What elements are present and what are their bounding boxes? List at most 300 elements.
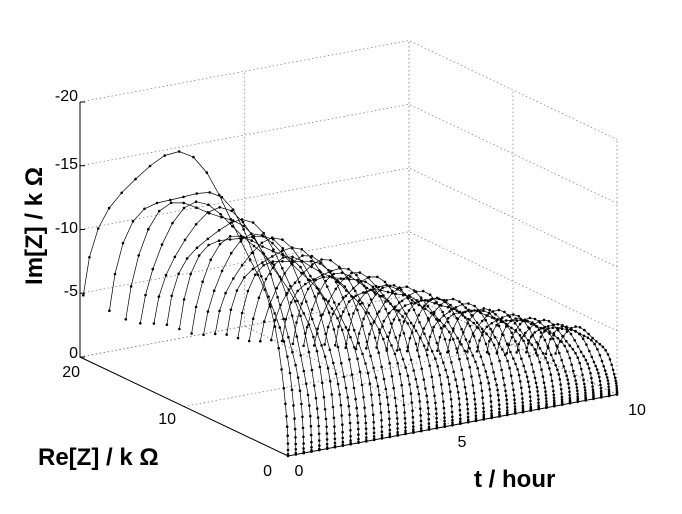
spectrum-point-19-20 — [384, 281, 387, 284]
spectrum-point-34-6 — [553, 394, 556, 397]
spectrum-point-3-20 — [231, 225, 234, 228]
spectrum-point-10-7 — [363, 407, 366, 410]
spectrum-point-29-3 — [514, 408, 517, 411]
spectrum-point-28-16 — [485, 333, 488, 336]
spectrum-point-34-21 — [512, 313, 515, 316]
spectrum-point-13-4 — [388, 424, 391, 427]
spectrum-point-19-22 — [368, 276, 371, 279]
spectrum-point-39-22 — [552, 324, 555, 327]
spectrum-point-42-5 — [616, 387, 619, 390]
spectrum-point-15-3 — [404, 426, 407, 429]
spectrum-point-39-18 — [570, 333, 573, 336]
spectrum-point-31-16 — [510, 332, 513, 335]
spectrum-point-31-4 — [529, 403, 532, 406]
spectrum-point-33-27 — [472, 332, 475, 335]
spectrum-point-27-19 — [462, 314, 465, 317]
spectrum-point-11-2 — [373, 435, 376, 438]
spectrum-point-21-4 — [451, 415, 454, 418]
spectrum-point-21-3 — [451, 419, 454, 422]
spectrum-point-23-19 — [427, 305, 430, 308]
spectrum-point-23-10 — [462, 378, 465, 381]
spectrum-line-9 — [215, 238, 358, 443]
spectrum-point-29-29 — [426, 348, 429, 351]
spectrum-point-9-6 — [356, 414, 359, 417]
spectrum-point-36-25 — [509, 320, 512, 323]
spectrum-point-8-7 — [348, 405, 351, 408]
spectrum-point-19-17 — [404, 312, 407, 315]
spectrum-point-0-23 — [149, 165, 152, 168]
spectrum-point-9-2 — [357, 438, 360, 441]
spectrum-point-20-27 — [342, 310, 345, 313]
spectrum-point-8-24 — [240, 239, 243, 242]
spectrum-point-25-2 — [483, 416, 486, 419]
spectrum-point-6-28 — [183, 298, 186, 301]
spectrum-point-10-27 — [236, 289, 239, 292]
spectrum-point-29-16 — [494, 336, 497, 339]
spectrum-point-15-26 — [296, 290, 299, 293]
spectrum-point-26-22 — [433, 302, 436, 305]
spectrum-point-21-22 — [387, 291, 390, 294]
spectrum-point-5-2 — [326, 443, 329, 446]
spectrum-point-3-23 — [195, 200, 198, 203]
y-tick-labels — [295, 402, 646, 480]
spectrum-point-35-4 — [561, 398, 564, 401]
spectrum-point-34-14 — [542, 352, 545, 355]
spectrum-point-11-10 — [367, 372, 370, 375]
x-tick-10: 10 — [158, 411, 176, 428]
spectrum-point-27-25 — [423, 304, 426, 307]
spectrum-point-6-15 — [305, 300, 308, 303]
spectrum-point-34-15 — [539, 347, 542, 350]
spectrum-point-42-7 — [615, 382, 618, 385]
spectrum-point-36-7 — [568, 387, 571, 390]
spectrum-point-38-29 — [515, 351, 518, 354]
spectrum-point-16-6 — [411, 409, 414, 412]
spectrum-point-22-20 — [411, 299, 414, 302]
spectrum-point-42-28 — [556, 346, 559, 349]
spectrum-point-3-8 — [307, 394, 310, 397]
spectrum-point-28-26 — [427, 319, 430, 322]
spectrum-point-19-5 — [435, 412, 438, 415]
spectrum-point-6-8 — [331, 393, 334, 396]
spectrum-point-6-23 — [229, 238, 232, 241]
spectrum-point-37-25 — [519, 323, 522, 326]
spectrum-point-35-7 — [560, 388, 563, 391]
spectrum-point-12-4 — [381, 426, 384, 429]
spectrum-point-41-24 — [561, 325, 564, 328]
spectrum-point-3-7 — [308, 404, 311, 407]
spectrum-point-3-6 — [309, 415, 312, 418]
spectrum-point-30-28 — [439, 336, 442, 339]
spectrum-point-0-5 — [286, 425, 289, 428]
spectrum-point-33-26 — [476, 326, 479, 329]
spectrum-point-18-2 — [428, 426, 431, 429]
spectrum-point-34-22 — [507, 314, 510, 317]
spectrum-point-41-8 — [607, 379, 610, 382]
spectrum-point-4-26 — [174, 256, 177, 259]
spectrum-point-12-20 — [319, 271, 322, 274]
spectrum-point-41-28 — [547, 345, 550, 348]
spectrum-point-2-15 — [269, 273, 272, 276]
spectrum-point-28-28 — [419, 337, 422, 340]
x-tick-20: 20 — [62, 364, 80, 381]
spectrum-point-37-6 — [576, 389, 579, 392]
spectrum-point-21-27 — [352, 312, 355, 315]
spectrum-point-34-10 — [550, 373, 553, 376]
spectrum-point-25-6 — [482, 402, 485, 405]
spectrum-point-14-16 — [367, 312, 370, 315]
spectrum-point-37-17 — [557, 337, 560, 340]
spectrum-point-13-16 — [359, 303, 362, 306]
spectrum-point-41-10 — [605, 373, 608, 376]
spectrum-point-27-23 — [436, 297, 439, 300]
spectrum-point-34-11 — [548, 367, 551, 370]
spectrum-point-38-11 — [580, 368, 583, 371]
spectrum-point-41-27 — [549, 338, 552, 341]
spectrum-point-20-25 — [355, 295, 358, 298]
spectrum-point-38-8 — [583, 383, 586, 386]
spectrum-point-24-14 — [460, 343, 463, 346]
spectrum-point-25-29 — [386, 347, 389, 350]
spectrum-point-16-29 — [292, 343, 295, 346]
spectrum-point-11-24 — [272, 260, 275, 263]
spectrum-point-31-3 — [530, 406, 533, 409]
spectrum-point-0-15 — [249, 258, 252, 261]
spectrum-point-1-8 — [291, 389, 294, 392]
spectrum-point-29-22 — [461, 303, 464, 306]
spectrum-point-34-24 — [496, 319, 499, 322]
spectrum-point-31-27 — [452, 327, 455, 330]
spectrum-point-3-25 — [171, 222, 174, 225]
spectrum-point-16-7 — [411, 401, 414, 404]
spectrum-point-38-4 — [584, 394, 587, 397]
spectrum-point-31-11 — [524, 371, 527, 374]
spectrum-point-2-25 — [158, 210, 161, 213]
spectrum-point-41-17 — [590, 339, 593, 342]
spectrum-point-20-21 — [385, 284, 388, 287]
spectrum-point-10-14 — [345, 326, 348, 329]
spectrum-point-27-20 — [456, 309, 459, 312]
spectrum-point-29-7 — [513, 394, 516, 397]
spectrum-point-17-27 — [311, 308, 314, 311]
spectrum-point-33-23 — [492, 310, 495, 313]
spectrum-point-24-21 — [422, 290, 425, 293]
spectrum-point-25-10 — [478, 374, 481, 377]
spectrum-point-23-13 — [455, 347, 458, 350]
spectrum-point-19-4 — [435, 417, 438, 420]
spectrum-point-7-15 — [314, 295, 317, 298]
spectrum-point-15-13 — [390, 344, 393, 347]
spectrum-point-20-3 — [443, 420, 446, 423]
spectrum-point-6-2 — [334, 442, 337, 445]
spectrum-point-1-5 — [294, 428, 297, 431]
spectrum-point-27-7 — [497, 394, 500, 397]
spectrum-point-0-10 — [277, 347, 280, 350]
spectrum-point-8-2 — [349, 439, 352, 442]
spectrum-point-7-21 — [261, 245, 264, 248]
spectrum-point-22-24 — [381, 286, 384, 289]
spectrum-point-35-17 — [540, 331, 543, 334]
spectrum-point-8-29 — [202, 334, 205, 337]
spectrum-point-32-22 — [488, 309, 491, 312]
spectrum-point-17-20 — [366, 287, 369, 290]
spectrum-point-9-13 — [341, 329, 344, 332]
spectrum-point-16-21 — [348, 278, 351, 281]
spectrum-point-27-29 — [406, 350, 409, 353]
spectrum-point-5-17 — [281, 267, 284, 270]
spectrum-point-38-22 — [543, 319, 546, 322]
spectrum-point-4-11 — [308, 351, 311, 354]
spectrum-point-19-12 — [426, 354, 429, 357]
spectrum-point-37-15 — [563, 345, 566, 348]
spectrum-point-13-2 — [389, 432, 392, 435]
spectrum-point-3-12 — [296, 335, 299, 338]
spectrum-point-20-24 — [362, 291, 365, 294]
spectrum-point-7-4 — [341, 431, 344, 434]
spectrum-point-3-5 — [310, 425, 313, 428]
spectrum-point-30-17 — [498, 325, 501, 328]
spectrum-point-37-5 — [576, 393, 579, 396]
spectrum-point-11-6 — [372, 413, 375, 416]
spectrum-point-10-23 — [271, 255, 274, 258]
spectrum-point-35-14 — [550, 354, 553, 357]
spectrum-point-18-15 — [406, 322, 409, 325]
spectrum-point-24-18 — [441, 311, 444, 314]
spectrum-point-19-21 — [376, 276, 379, 279]
spectrum-point-8-20 — [281, 253, 284, 256]
spectrum-point-41-20 — [579, 333, 582, 336]
spectrum-point-23-8 — [465, 392, 468, 395]
spectrum-point-14-26 — [286, 292, 289, 295]
spectrum-point-20-6 — [443, 407, 446, 410]
spectrum-point-31-22 — [479, 312, 482, 315]
spectrum-point-39-13 — [585, 359, 588, 362]
spectrum-point-8-12 — [337, 346, 340, 349]
spectrum-point-13-12 — [377, 351, 380, 354]
spectrum-point-27-4 — [498, 408, 501, 411]
spectrum-point-29-21 — [467, 302, 470, 305]
spectrum-point-34-26 — [486, 326, 489, 329]
spectrum-point-10-10 — [359, 370, 362, 373]
spectrum-9 — [214, 236, 360, 444]
spectrum-point-2-6 — [301, 416, 304, 419]
spectrum-21 — [344, 288, 453, 426]
spectrum-point-32-16 — [519, 334, 522, 337]
spectrum-point-14-4 — [396, 423, 399, 426]
spectrum-point-15-6 — [403, 411, 406, 414]
spectrum-point-20-20 — [393, 284, 396, 287]
spectrum-point-7-22 — [250, 239, 253, 242]
spectrum-point-30-4 — [522, 404, 525, 407]
spectrum-point-17-10 — [415, 378, 418, 381]
grid-line-z-3 — [80, 104, 617, 203]
spectrum-point-15-5 — [404, 417, 407, 420]
spectrum-point-34-9 — [551, 380, 554, 383]
spectrum-point-18-19 — [382, 294, 385, 297]
spectrum-point-24-12 — [466, 357, 469, 360]
spectrum-point-27-26 — [418, 314, 421, 317]
spectrum-point-17-8 — [418, 393, 421, 396]
spectrum-point-40-14 — [591, 356, 594, 359]
spectrum-point-32-23 — [483, 307, 486, 310]
spectrum-point-42-26 — [562, 335, 565, 338]
spectrum-point-21-9 — [448, 383, 451, 386]
spectrum-point-4-22 — [218, 206, 221, 209]
grid-floor-t-1 — [245, 326, 453, 425]
spectrum-point-14-7 — [395, 405, 398, 408]
spectrum-point-14-24 — [302, 272, 305, 275]
spectrum-point-39-6 — [592, 388, 595, 391]
spectrum-point-16-2 — [412, 428, 415, 431]
spectrum-point-33-15 — [531, 343, 534, 346]
spectrum-point-3-2 — [310, 446, 313, 449]
spectrum-point-32-29 — [456, 351, 459, 354]
spectrum-point-1-15 — [260, 275, 263, 278]
spectrum-point-24-23 — [408, 294, 411, 297]
spectrum-point-30-12 — [514, 363, 517, 366]
spectrum-point-23-28 — [368, 333, 371, 336]
spectrum-point-32-5 — [537, 398, 540, 401]
spectrum-point-37-27 — [511, 336, 514, 339]
spectrum-point-7-10 — [335, 373, 338, 376]
spectrum-point-32-10 — [534, 377, 537, 380]
spectrum-point-26-27 — [403, 320, 406, 323]
spectrum-point-40-10 — [597, 372, 600, 375]
spectrum-point-30-7 — [521, 392, 524, 395]
spectrum-point-7-29 — [190, 332, 193, 335]
spectrum-point-5-14 — [302, 312, 305, 315]
spectrum-point-32-4 — [537, 402, 540, 405]
spectrum-point-41-6 — [607, 386, 610, 389]
spectrum-point-1-22 — [182, 196, 185, 199]
spectrum-point-32-21 — [494, 313, 497, 316]
spectrum-point-18-10 — [423, 378, 426, 381]
spectrum-point-9-15 — [331, 307, 334, 310]
spectrum-2 — [125, 202, 306, 455]
spectrum-point-14-21 — [329, 259, 332, 262]
spectrum-point-14-6 — [395, 411, 398, 414]
spectrum-point-7-23 — [240, 235, 243, 238]
spectrum-point-42-18 — [595, 340, 598, 343]
spectrum-point-17-22 — [349, 275, 352, 278]
spectrum-point-25-12 — [474, 361, 477, 364]
spectrum-point-12-24 — [282, 256, 285, 259]
spectrum-point-20-9 — [440, 383, 443, 386]
spectrum-point-11-25 — [262, 264, 265, 267]
spectrum-point-26-12 — [482, 363, 485, 366]
spectrum-point-40-8 — [599, 380, 602, 383]
spectrum-point-27-28 — [409, 337, 412, 340]
spectrum-point-30-27 — [442, 325, 445, 328]
spectrum-point-29-27 — [432, 326, 435, 329]
spectrum-point-31-25 — [462, 311, 465, 314]
spectrum-point-41-29 — [545, 353, 548, 356]
spectrum-point-38-9 — [582, 379, 585, 382]
spectrum-point-26-6 — [490, 400, 493, 403]
spectrum-point-13-22 — [311, 255, 314, 258]
spectrum-point-10-22 — [281, 250, 284, 253]
spectrum-point-22-25 — [374, 293, 377, 296]
spectrum-point-26-20 — [447, 306, 450, 309]
spectrum-point-27-12 — [490, 362, 493, 365]
spectrum-point-39-28 — [527, 342, 530, 345]
spectrum-point-9-18 — [309, 275, 312, 278]
spectrum-point-42-21 — [583, 329, 586, 332]
spectrum-point-22-11 — [452, 371, 455, 374]
spectrum-point-4-9 — [313, 384, 316, 387]
spectrum-point-19-3 — [436, 421, 439, 424]
spectrum-point-6-18 — [282, 247, 285, 250]
spectrum-point-16-27 — [300, 302, 303, 305]
spectrum-point-4-18 — [263, 253, 266, 256]
spectrum-point-28-29 — [416, 349, 419, 352]
spectrum-point-6-27 — [189, 273, 192, 276]
spectrum-point-26-4 — [490, 409, 493, 412]
spectrum-point-16-14 — [394, 336, 397, 339]
spectrum-point-17-28 — [306, 326, 309, 329]
spectrum-point-18-13 — [415, 343, 418, 346]
spectrum-point-22-26 — [368, 304, 371, 307]
spectrum-point-23-7 — [466, 398, 469, 401]
spectrum-point-13-8 — [386, 396, 389, 399]
spectrum-point-6-7 — [332, 406, 335, 409]
spectrum-point-40-5 — [600, 390, 603, 393]
spectrum-point-32-26 — [466, 322, 469, 325]
spectrum-point-27-3 — [498, 411, 501, 414]
spectrum-point-15-29 — [281, 340, 284, 343]
spectrum-point-40-26 — [543, 330, 546, 333]
spectrum-point-38-5 — [584, 392, 587, 395]
spectrum-point-5-24 — [207, 238, 210, 241]
spectrum-point-36-28 — [498, 342, 501, 345]
spectrum-point-2-4 — [302, 436, 305, 439]
spectrum-point-4-10 — [311, 369, 314, 372]
spectrum-point-42-12 — [610, 364, 613, 367]
spectrum-point-12-12 — [369, 355, 372, 358]
spectrum-point-16-12 — [402, 358, 405, 361]
spectrum-point-22-17 — [430, 312, 433, 315]
spectrum-point-16-3 — [412, 425, 415, 428]
spectrum-point-23-14 — [452, 338, 455, 341]
spectrum-point-41-26 — [553, 332, 556, 335]
spectrum-point-20-22 — [377, 286, 380, 289]
spectrum-point-19-2 — [436, 424, 439, 427]
spectrum-point-4-3 — [318, 439, 321, 442]
spectrum-point-36-29 — [496, 352, 499, 355]
spectrum-point-3-10 — [303, 370, 306, 373]
spectrum-point-19-26 — [338, 303, 341, 306]
spectrum-point-25-27 — [393, 318, 396, 321]
spectrum-point-25-26 — [398, 309, 401, 312]
spectrum-point-33-19 — [514, 322, 517, 325]
spectrum-point-9-10 — [351, 373, 354, 376]
spectrum-point-7-27 — [201, 280, 204, 283]
spectrum-point-39-10 — [589, 372, 592, 375]
spectrum-point-41-23 — [565, 325, 568, 328]
spectrum-point-8-23 — [250, 232, 253, 235]
spectrum-point-28-23 — [445, 299, 448, 302]
spectrum-point-16-13 — [398, 348, 401, 351]
spectrum-point-26-5 — [490, 405, 493, 408]
spectrum-point-7-18 — [291, 258, 294, 261]
spectrum-point-33-10 — [542, 375, 545, 378]
grid-line-z-1 — [80, 232, 617, 331]
spectrum-18 — [313, 271, 430, 431]
spectrum-point-20-16 — [418, 321, 421, 324]
x-axis-label: Re[Z] / k Ω — [38, 444, 159, 471]
spectrum-point-5-3 — [326, 438, 329, 441]
spectrum-point-31-24 — [467, 309, 470, 312]
